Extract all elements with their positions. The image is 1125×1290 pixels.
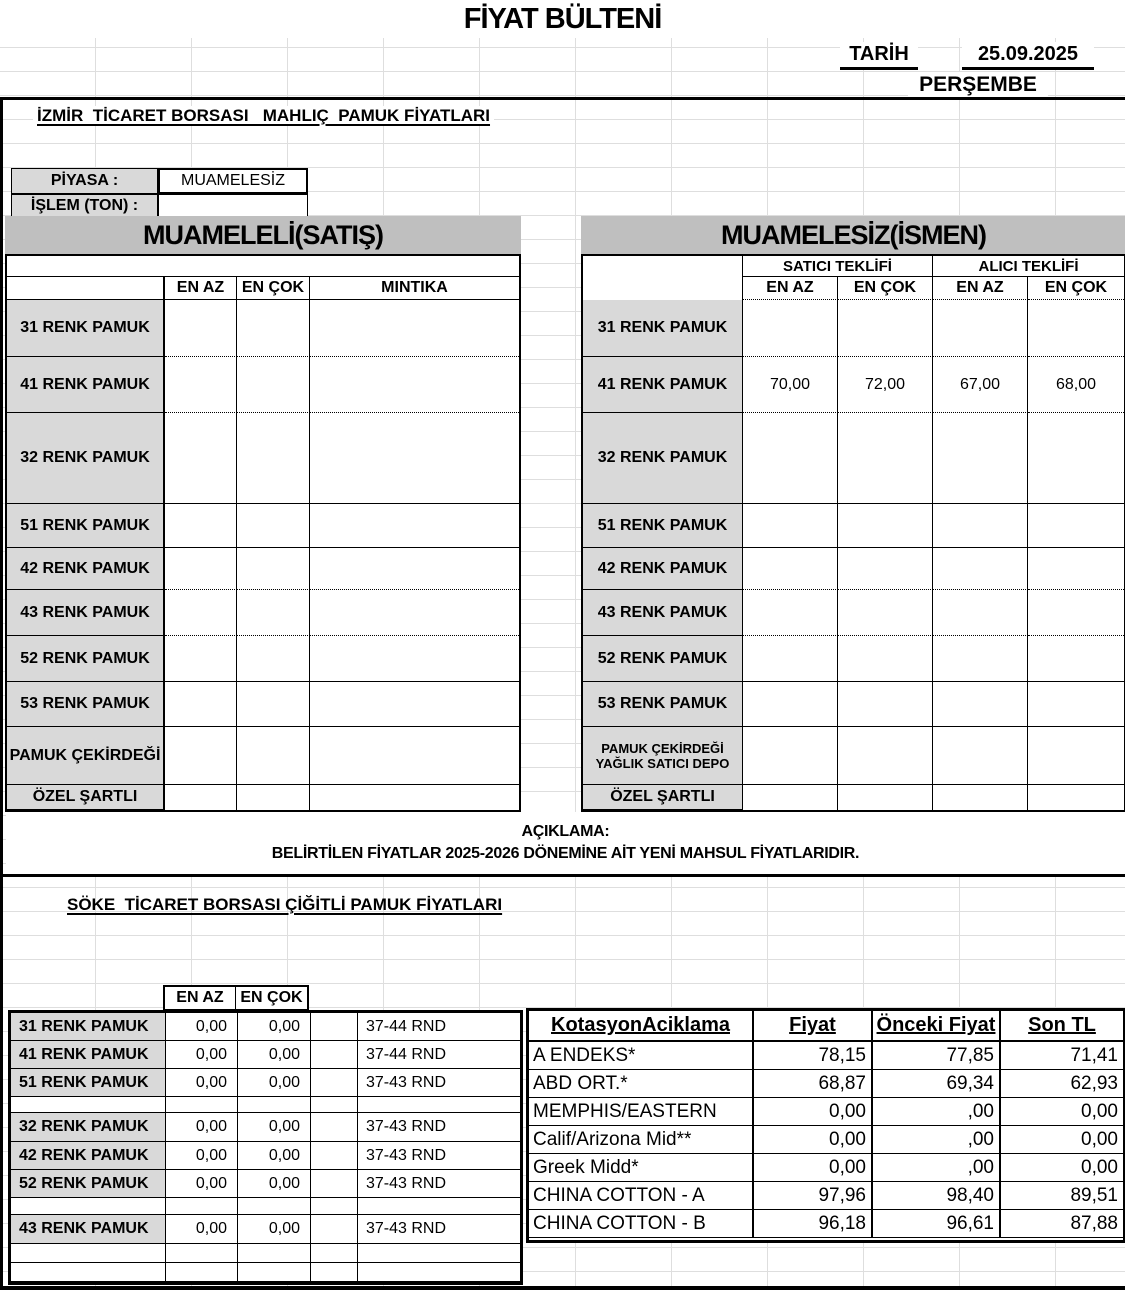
row-label: 41 RENK PAMUK	[7, 357, 165, 413]
table-row	[7, 785, 519, 810]
encok-value	[237, 413, 310, 504]
izmir-section-title: İZMİR TİCARET BORSASI MAHLIÇ PAMUK FİYATLARI	[33, 106, 494, 126]
fiyat-value: 97,96	[754, 1182, 873, 1210]
islem-ton-value	[158, 194, 308, 218]
offer-value: 72,00	[838, 357, 933, 413]
encok-value	[238, 1097, 311, 1113]
mintika-value	[310, 548, 519, 590]
rnd-value: 37-43 RND	[358, 1170, 520, 1198]
son-tl-value: 62,93	[1001, 1070, 1123, 1098]
table-row	[7, 636, 519, 682]
offer-value	[743, 590, 838, 636]
table-row	[529, 1011, 1123, 1042]
offer-value	[1028, 682, 1124, 727]
row-label: ÖZEL ŞARTLI	[7, 785, 165, 810]
table-row	[583, 548, 1124, 590]
son-tl-value: 71,41	[1001, 1042, 1123, 1070]
encok-value	[237, 590, 310, 636]
spacer-cell	[311, 1263, 358, 1282]
weekday-label: PERŞEMBE	[908, 72, 1048, 97]
offer-value	[933, 785, 1028, 810]
col-header-encok: EN ÇOK	[1028, 277, 1124, 300]
table-row	[529, 1042, 1123, 1070]
mintika-value	[310, 785, 519, 810]
soke-table	[8, 1010, 523, 1285]
fiyat-value: 78,15	[754, 1042, 873, 1070]
encok-value	[237, 357, 310, 413]
col-header-blank	[7, 277, 165, 300]
table-row	[583, 785, 1124, 810]
enaz-value	[165, 300, 237, 357]
offer-value	[838, 504, 933, 548]
row-label	[11, 1244, 166, 1263]
offer-value	[1028, 504, 1124, 548]
table-row	[11, 1097, 520, 1113]
izmir-section	[0, 97, 1125, 877]
mintika-value	[310, 682, 519, 727]
table-row	[583, 682, 1124, 727]
spacer-cell	[311, 1013, 358, 1041]
offer-value	[1028, 300, 1124, 357]
encok-value	[237, 548, 310, 590]
enaz-value: 0,00	[166, 1013, 238, 1041]
row-label: 51 RENK PAMUK	[11, 1069, 166, 1097]
col-header-enaz: EN AZ	[933, 277, 1028, 300]
offer-value	[743, 682, 838, 727]
table-row	[583, 590, 1124, 636]
aciklama-heading: AÇIKLAMA:	[521, 823, 610, 840]
encok-value: 0,00	[238, 1013, 311, 1041]
offer-value	[838, 785, 933, 810]
mintika-value	[310, 504, 519, 548]
kotasyon-label: MEMPHIS/EASTERN	[529, 1098, 754, 1126]
row-label: 53 RENK PAMUK	[583, 682, 743, 727]
table-row	[529, 1210, 1123, 1238]
row-label	[11, 1198, 166, 1215]
son-tl-value: 0,00	[1001, 1126, 1123, 1154]
table-row	[583, 636, 1124, 682]
offer-value	[743, 413, 838, 504]
enaz-value	[165, 727, 237, 785]
offer-value: 67,00	[933, 357, 1028, 413]
encok-value	[238, 1198, 311, 1215]
offer-value	[743, 548, 838, 590]
table-row	[11, 1142, 520, 1170]
row-label: 42 RENK PAMUK	[583, 548, 743, 590]
date-value: 25.09.2025	[962, 42, 1094, 70]
row-label: 43 RENK PAMUK	[583, 590, 743, 636]
kotasyon-table	[526, 1008, 1125, 1243]
offer-value	[933, 504, 1028, 548]
offer-value	[838, 300, 933, 357]
soke-header-box	[163, 985, 309, 1011]
row-label: 43 RENK PAMUK	[7, 590, 165, 636]
kotasyon-col-header: KotasyonAciklama	[529, 1011, 754, 1042]
spacer-cell	[311, 1041, 358, 1069]
offer-value	[838, 727, 933, 785]
offer-value	[838, 413, 933, 504]
row-label: ÖZEL ŞARTLI	[583, 785, 743, 810]
table-row	[11, 1069, 520, 1097]
table-row	[7, 277, 519, 300]
row-label: PAMUK ÇEKİRDEĞİ	[7, 727, 165, 785]
row-label: 53 RENK PAMUK	[7, 682, 165, 727]
rnd-value: 37-43 RND	[358, 1142, 520, 1170]
table-row	[7, 504, 519, 548]
spacer-cell	[311, 1113, 358, 1142]
kotasyon-label: CHINA COTTON - B	[529, 1210, 754, 1238]
enaz-value	[166, 1263, 238, 1282]
row-label: 52 RENK PAMUK	[583, 636, 743, 682]
table-row	[583, 277, 1124, 300]
table-row	[583, 504, 1124, 548]
fiyat-value: 68,87	[754, 1070, 873, 1098]
row-label	[11, 1097, 166, 1113]
kotasyon-label: CHINA COTTON - A	[529, 1182, 754, 1210]
enaz-value: 0,00	[166, 1170, 238, 1198]
kotasyon-label: Calif/Arizona Mid**	[529, 1126, 754, 1154]
aciklama-text: BELİRTİLEN FİYATLAR 2025-2026 DÖNEMİNE AİT YENİ MAHSUL FİYATLARIDIR.	[271, 845, 860, 862]
offer-value: 70,00	[743, 357, 838, 413]
encok-value	[238, 1263, 311, 1282]
offer-value	[838, 548, 933, 590]
row-label: 31 RENK PAMUK	[7, 300, 165, 357]
encok-value: 0,00	[238, 1069, 311, 1097]
aciklama-block	[6, 812, 1125, 874]
date-label: TARİH	[840, 42, 918, 70]
rnd-value	[358, 1097, 520, 1113]
son-tl-value: 89,51	[1001, 1182, 1123, 1210]
table-row	[583, 727, 1124, 785]
enaz-value: 0,00	[166, 1069, 238, 1097]
enaz-value: 0,00	[166, 1041, 238, 1069]
table-row	[11, 1041, 520, 1069]
rnd-value: 37-44 RND	[358, 1013, 520, 1041]
spacer-cell	[7, 256, 519, 277]
muamelesiz-ismen-banner: MUAMELESİZ(İSMEN)	[581, 216, 1125, 254]
encok-value: 0,00	[238, 1215, 311, 1244]
offer-value	[743, 785, 838, 810]
table-row	[11, 1170, 520, 1198]
offer-value	[1028, 636, 1124, 682]
spacer-cell	[311, 1198, 358, 1215]
col-header-mintika: MINTIKA	[310, 277, 519, 300]
offer-value	[838, 636, 933, 682]
rnd-value	[358, 1263, 520, 1282]
kotasyon-label: Greek Midd*	[529, 1154, 754, 1182]
offer-value: 68,00	[1028, 357, 1124, 413]
row-label: 31 RENK PAMUK	[11, 1013, 166, 1041]
enaz-value: 0,00	[166, 1113, 238, 1142]
col-header-enaz: EN AZ	[165, 277, 237, 300]
offer-value	[838, 590, 933, 636]
onceki-fiyat-value: 96,61	[873, 1210, 1001, 1238]
kotasyon-col-header: Fiyat	[754, 1011, 873, 1042]
enaz-value: 0,00	[166, 1142, 238, 1170]
kotasyon-col-header: Önceki Fiyat	[873, 1011, 1001, 1042]
enaz-value	[165, 590, 237, 636]
table-row	[11, 1215, 520, 1244]
son-tl-value: 87,88	[1001, 1210, 1123, 1238]
offer-value	[933, 413, 1028, 504]
table-row	[11, 1198, 520, 1215]
table-row	[7, 357, 519, 413]
kotasyon-label: ABD ORT.*	[529, 1070, 754, 1098]
onceki-fiyat-value: 69,34	[873, 1070, 1001, 1098]
table-row	[7, 727, 519, 785]
piyasa-value: MUAMELESİZ	[158, 168, 308, 194]
table-row	[11, 1113, 520, 1142]
offer-value	[933, 727, 1028, 785]
offer-value	[933, 682, 1028, 727]
row-label: PAMUK ÇEKİRDEĞİ YAĞLIK SATICI DEPO	[583, 727, 743, 785]
offer-value	[1028, 590, 1124, 636]
mintika-value	[310, 413, 519, 504]
enaz-value	[165, 357, 237, 413]
offer-value	[838, 682, 933, 727]
table-row	[11, 1244, 520, 1263]
enaz-value: 0,00	[166, 1215, 238, 1244]
encok-value	[237, 727, 310, 785]
offer-value	[1028, 413, 1124, 504]
spacer-cell	[311, 1097, 358, 1113]
table-row	[529, 1154, 1123, 1182]
spacer-cell	[311, 1069, 358, 1097]
kotasyon-col-header: Son TL	[1001, 1011, 1123, 1042]
offer-value	[743, 636, 838, 682]
son-tl-value: 0,00	[1001, 1154, 1123, 1182]
spacer-cell	[311, 1142, 358, 1170]
piyasa-label: PİYASA :	[11, 168, 158, 194]
mintika-value	[310, 590, 519, 636]
offer-value	[743, 300, 838, 357]
soke-section	[0, 877, 1125, 1290]
table-row	[7, 548, 519, 590]
rnd-value: 37-43 RND	[358, 1215, 520, 1244]
son-tl-value: 0,00	[1001, 1098, 1123, 1126]
enaz-value	[166, 1244, 238, 1263]
soke-col-enaz: EN AZ	[165, 987, 236, 1009]
row-label: 42 RENK PAMUK	[11, 1142, 166, 1170]
offer-value	[743, 504, 838, 548]
encok-value: 0,00	[238, 1041, 311, 1069]
table-row	[529, 1126, 1123, 1154]
izmir-right-table	[581, 254, 1125, 812]
table-row	[583, 300, 1124, 357]
onceki-fiyat-value: ,00	[873, 1098, 1001, 1126]
enaz-value	[166, 1198, 238, 1215]
islem-ton-label: İŞLEM (TON) :	[11, 194, 158, 218]
encok-value	[237, 636, 310, 682]
row-label: 51 RENK PAMUK	[7, 504, 165, 548]
row-label: 32 RENK PAMUK	[7, 413, 165, 504]
spacer-cell	[311, 1170, 358, 1198]
row-label: 41 RENK PAMUK	[11, 1041, 166, 1069]
row-label: 52 RENK PAMUK	[11, 1170, 166, 1198]
kotasyon-label: A ENDEKS*	[529, 1042, 754, 1070]
row-label: 51 RENK PAMUK	[583, 504, 743, 548]
enaz-value	[165, 682, 237, 727]
muameleli-satis-banner: MUAMELELİ(SATIŞ)	[5, 216, 521, 254]
col-header-encok: EN ÇOK	[237, 277, 310, 300]
offer-value	[933, 590, 1028, 636]
table-row	[529, 1070, 1123, 1098]
alici-teklifi-header: ALICI TEKLİFİ	[933, 256, 1124, 277]
encok-value	[237, 504, 310, 548]
enaz-value	[165, 636, 237, 682]
enaz-value	[165, 504, 237, 548]
offer-value	[933, 548, 1028, 590]
mintika-value	[310, 300, 519, 357]
enaz-value	[165, 548, 237, 590]
row-label: 52 RENK PAMUK	[7, 636, 165, 682]
page-title: FİYAT BÜLTENİ	[0, 0, 1125, 38]
row-label: 32 RENK PAMUK	[583, 413, 743, 504]
spacer-cell	[583, 256, 743, 277]
row-label: 42 RENK PAMUK	[7, 548, 165, 590]
table-row	[11, 1013, 520, 1041]
table-row	[7, 413, 519, 504]
rnd-value: 37-43 RND	[358, 1069, 520, 1097]
mintika-value	[310, 357, 519, 413]
encok-value	[237, 785, 310, 810]
onceki-fiyat-value: 77,85	[873, 1042, 1001, 1070]
soke-col-encok: EN ÇOK	[240, 989, 303, 1006]
offer-value	[1028, 727, 1124, 785]
row-label: 41 RENK PAMUK	[583, 357, 743, 413]
encok-value: 0,00	[238, 1113, 311, 1142]
soke-section-title: SÖKE TİCARET BORSASI ÇİĞİTLİ PAMUK FİYATLARI	[67, 895, 503, 914]
table-row	[7, 256, 519, 277]
enaz-value	[165, 413, 237, 504]
table-row	[11, 1263, 520, 1282]
onceki-fiyat-value: ,00	[873, 1154, 1001, 1182]
table-row	[583, 413, 1124, 504]
offer-value	[1028, 785, 1124, 810]
col-header-blank	[583, 277, 743, 300]
fiyat-value: 0,00	[754, 1098, 873, 1126]
onceki-fiyat-value: 98,40	[873, 1182, 1001, 1210]
spacer-cell	[311, 1215, 358, 1244]
mintika-value	[310, 727, 519, 785]
satici-teklifi-header: SATICI TEKLİFİ	[743, 256, 933, 277]
row-label: 32 RENK PAMUK	[11, 1113, 166, 1142]
rnd-value: 37-43 RND	[358, 1113, 520, 1142]
table-row	[583, 256, 1124, 277]
encok-value	[238, 1244, 311, 1263]
onceki-fiyat-value: ,00	[873, 1126, 1001, 1154]
izmir-left-table	[5, 254, 521, 812]
encok-value	[237, 682, 310, 727]
table-row	[7, 300, 519, 357]
table-row	[583, 357, 1124, 413]
table-row	[529, 1182, 1123, 1210]
table-row	[529, 1098, 1123, 1126]
enaz-value	[166, 1097, 238, 1113]
table-row	[7, 682, 519, 727]
table-row	[7, 590, 519, 636]
row-label: 43 RENK PAMUK	[11, 1215, 166, 1244]
mintika-value	[310, 636, 519, 682]
row-label: 31 RENK PAMUK	[583, 300, 743, 357]
offer-value	[933, 300, 1028, 357]
row-label	[11, 1263, 166, 1282]
offer-value	[1028, 548, 1124, 590]
enaz-value	[165, 785, 237, 810]
rnd-value: 37-44 RND	[358, 1041, 520, 1069]
encok-value	[237, 300, 310, 357]
spacer-cell	[311, 1244, 358, 1263]
offer-value	[933, 636, 1028, 682]
offer-value	[743, 727, 838, 785]
rnd-value	[358, 1198, 520, 1215]
encok-value: 0,00	[238, 1142, 311, 1170]
fiyat-value: 0,00	[754, 1126, 873, 1154]
fiyat-value: 96,18	[754, 1210, 873, 1238]
fiyat-value: 0,00	[754, 1154, 873, 1182]
col-header-enaz: EN AZ	[743, 277, 838, 300]
col-header-encok: EN ÇOK	[838, 277, 933, 300]
rnd-value	[358, 1244, 520, 1263]
encok-value: 0,00	[238, 1170, 311, 1198]
